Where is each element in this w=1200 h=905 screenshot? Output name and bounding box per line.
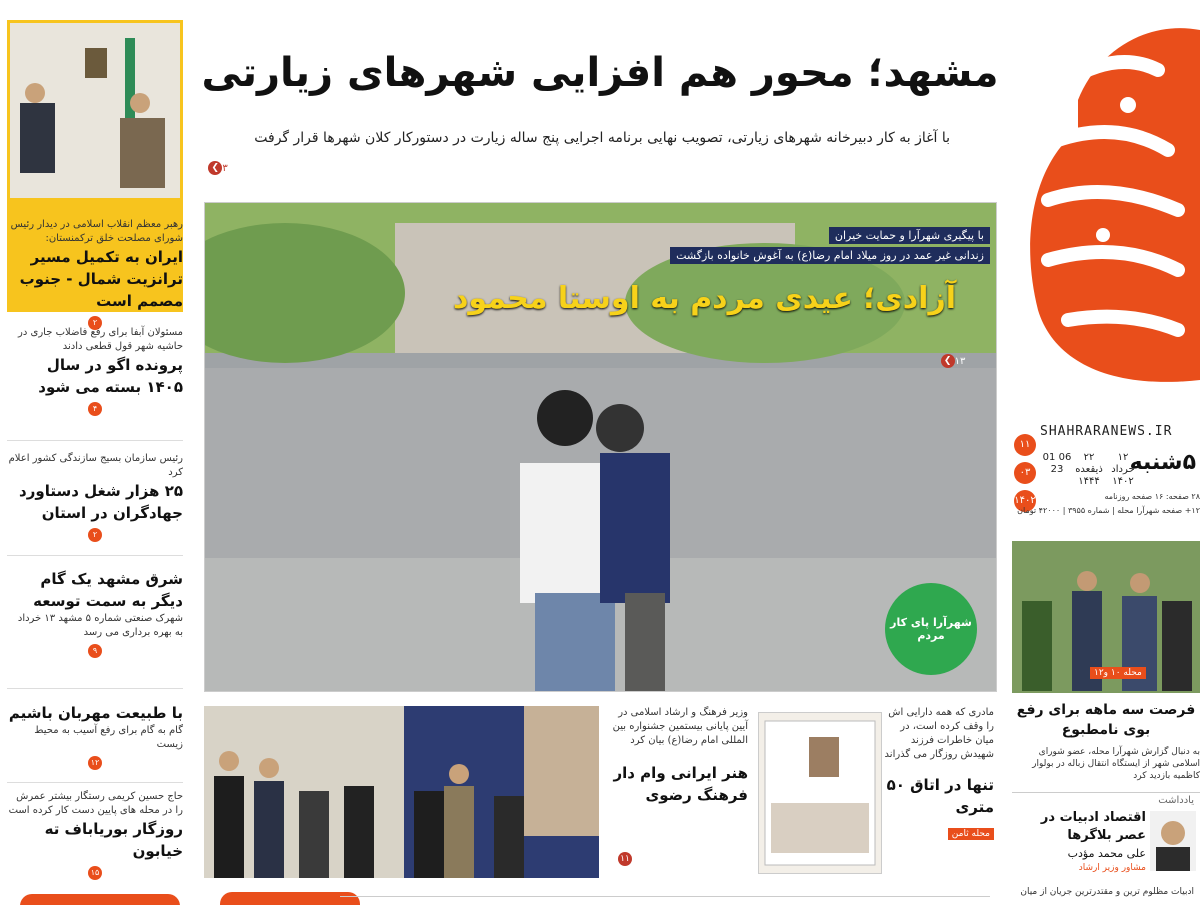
author-avatar: [1150, 811, 1196, 871]
main-subtitle: با آغاز به کار دبیرخانه شهرهای زیارتی، تصویب نهایی برنامه اجرایی پنج ساله زیارت در دستورکار کلان شهرها قرار گرفت: [254, 130, 950, 146]
left-story-4-title[interactable]: شرق مشهد یک گام دیگر به سمت توسعه: [33, 570, 183, 610]
left-story-4[interactable]: [7, 568, 183, 658]
issue-year-badge: ۱۴۰۲: [1014, 490, 1036, 512]
left-story-5-title[interactable]: با طبیعت مهربان باشیم: [8, 704, 183, 722]
award-ceremony-photo: [204, 706, 599, 878]
headline-page-ref[interactable]: [205, 160, 231, 176]
left-story-6-page: ۱۵: [88, 866, 102, 880]
mother-story-kicker: مادری که همه دارایی اش را وقف کرده است، در میان خاطرات فرزند شهیدش روزگار می گذراند: [884, 707, 994, 760]
odor-story-photo[interactable]: [1012, 541, 1200, 693]
left-story-2[interactable]: [7, 326, 183, 416]
left-story-1-kicker: رهبر معظم انقلاب اسلامی در دیدار رئیس شورای مصلحت خلق ترکمنستان:: [10, 219, 183, 244]
left-story-1-title[interactable]: ایران به تکمیل مسیر ترانزیت شمال - جنوب مصمم است: [19, 248, 183, 310]
odor-story-body: به دنبال گزارش شهرآرا محله، عضو شورای اسلامی شهر از ایستگاه انتقال زباله در بولوار کاظمیه بازدید کرد: [1032, 747, 1200, 781]
date-block: [1014, 439, 1200, 518]
mother-story[interactable]: [884, 706, 994, 840]
arrow-left-icon: ❮: [208, 161, 222, 175]
bottom-banner-left: [20, 894, 180, 905]
left-story-5-kicker: گام به گام برای رفع آسیب به محیط زیست: [34, 725, 183, 750]
note-author: علی محمد مؤدب: [1067, 847, 1146, 860]
date-persian: ۱۲ خرداد ۱۴۰۲: [1111, 452, 1135, 487]
left-story-5[interactable]: [7, 702, 183, 770]
meta-line-2: ۱۲+ صفحه شهرآرا محله | شماره ۳۹۵۵ | ۴۲۰۰۰ تومان: [1017, 506, 1200, 515]
day-name: ۵شنبه: [1129, 450, 1196, 475]
left-story-3[interactable]: [7, 452, 183, 542]
left-column: [7, 20, 183, 905]
bottom-rule: [340, 896, 990, 905]
left-story-2-page: ۴: [88, 402, 102, 416]
main-story-page-ref[interactable]: [940, 353, 966, 369]
main-story-page-number: ۱۳: [954, 355, 966, 367]
note-author-role: مشاور وزیر ارشاد: [1078, 863, 1146, 873]
campaign-badge: شهرآرا پای کار مردم: [885, 583, 977, 675]
culture-story-title[interactable]: هنر ایرانی وام دار فرهنگ رضوی: [613, 764, 748, 804]
newspaper-clipping-photo: [759, 713, 881, 873]
masthead: [1008, 0, 1200, 420]
divider: [7, 688, 183, 689]
left-story-6-kicker: حاج حسین کریمی رستگار بیشتر عمرش را در محله های پایین دست کار کرده است: [8, 791, 183, 816]
shahrara-logo: [1008, 10, 1200, 390]
left-story-1[interactable]: [7, 218, 183, 330]
mother-story-title[interactable]: تنها در اتاق ۵۰ متری: [886, 776, 994, 816]
arrow-left-icon: ❮: [941, 354, 955, 368]
section-badge: محله ۱۰ و۱۲: [1090, 667, 1146, 679]
mother-section-badge: محله ثامن: [948, 828, 994, 840]
left-story-3-page: ۲: [88, 528, 102, 542]
left-story-5-page: ۱۲: [88, 756, 102, 770]
main-headline[interactable]: مشهد؛ محور هم افزایی شهرهای زیارتی: [201, 50, 999, 96]
main-story-photo[interactable]: [204, 202, 997, 692]
left-story-4-page: ۹: [88, 644, 102, 658]
left-story-3-kicker: رئیس سازمان بسیج سازندگی کشور اعلام کرد: [8, 453, 183, 478]
culture-story-page-ref[interactable]: [618, 846, 632, 866]
note-label: یادداشت: [1158, 795, 1194, 806]
leader-meeting-photo: [10, 23, 186, 198]
mother-story-photo[interactable]: [758, 712, 882, 874]
left-story-6[interactable]: [7, 790, 183, 880]
festival-photo[interactable]: [204, 706, 599, 878]
issue-day-badge: ۱۱: [1014, 434, 1036, 456]
divider: [7, 782, 183, 783]
left-story-3-title[interactable]: ۲۵ هزار شغل دستاورد جهادگران در استان: [19, 482, 183, 522]
site-url[interactable]: SHAHRARANEWS.IR: [1040, 424, 1173, 439]
date-hijri: ۲۲ ذیقعده ۱۴۴۴: [1075, 452, 1103, 487]
kicker-1: با پیگیری شهرآرا و حمایت خیران: [829, 227, 990, 244]
opinion-note[interactable]: [1012, 792, 1200, 905]
kicker-2: زندانی غیر عمد در روز میلاد امام رضا(ع) به آغوش خانواده بازگشت: [670, 247, 990, 264]
divider: [7, 440, 183, 441]
headline-page-number: ۳: [222, 162, 228, 174]
culture-story-kicker: وزیر فرهنگ و ارشاد اسلامی در آیین پایانی بیستمین جشنواره بین المللی امام رضا(ع) بیان کرد: [612, 707, 748, 746]
left-story-1-page: ۲: [88, 316, 102, 330]
left-story-6-title[interactable]: روزگار بوریاباف ته خیابون: [44, 820, 183, 860]
divider: [7, 555, 183, 556]
odor-story-title[interactable]: فرصت سه ماهه برای رفع بوی نامطبوع: [1016, 702, 1196, 738]
main-story-title[interactable]: آزادی؛ عیدی مردم به اوستا محمود: [452, 281, 956, 316]
culture-page-number: ۱۱: [618, 852, 632, 866]
left-story-2-kicker: مسئولان آبفا برای رفع فاضلاب جاری در حاشیه شهر قول قطعی دادند: [18, 327, 183, 352]
note-title[interactable]: اقتصاد ادبیات در عصر بلاگرها: [1040, 810, 1146, 843]
left-story-4-kicker: شهرک صنعتی شماره ۵ مشهد ۱۳ خرداد به بهره برداری می رسد: [17, 613, 183, 638]
bottom-banner-mid: [220, 892, 360, 905]
embrace-photo: [205, 203, 997, 692]
issue-month-badge: ۰۳: [1014, 462, 1036, 484]
note-snippet: ادبیات مظلوم ترین و مقتدرترین جریان از میان: [1020, 887, 1194, 897]
left-story-2-title[interactable]: پرونده اگو در سال ۱۴۰۵ بسته می شود: [38, 356, 183, 396]
bottom-strip: [0, 882, 1000, 905]
meta-line-1: ۲۸ صفحه: ۱۶ صفحه روزنامه: [1104, 492, 1200, 501]
culture-story[interactable]: [604, 706, 754, 878]
date-gregorian: 01 06 23: [1042, 452, 1072, 475]
